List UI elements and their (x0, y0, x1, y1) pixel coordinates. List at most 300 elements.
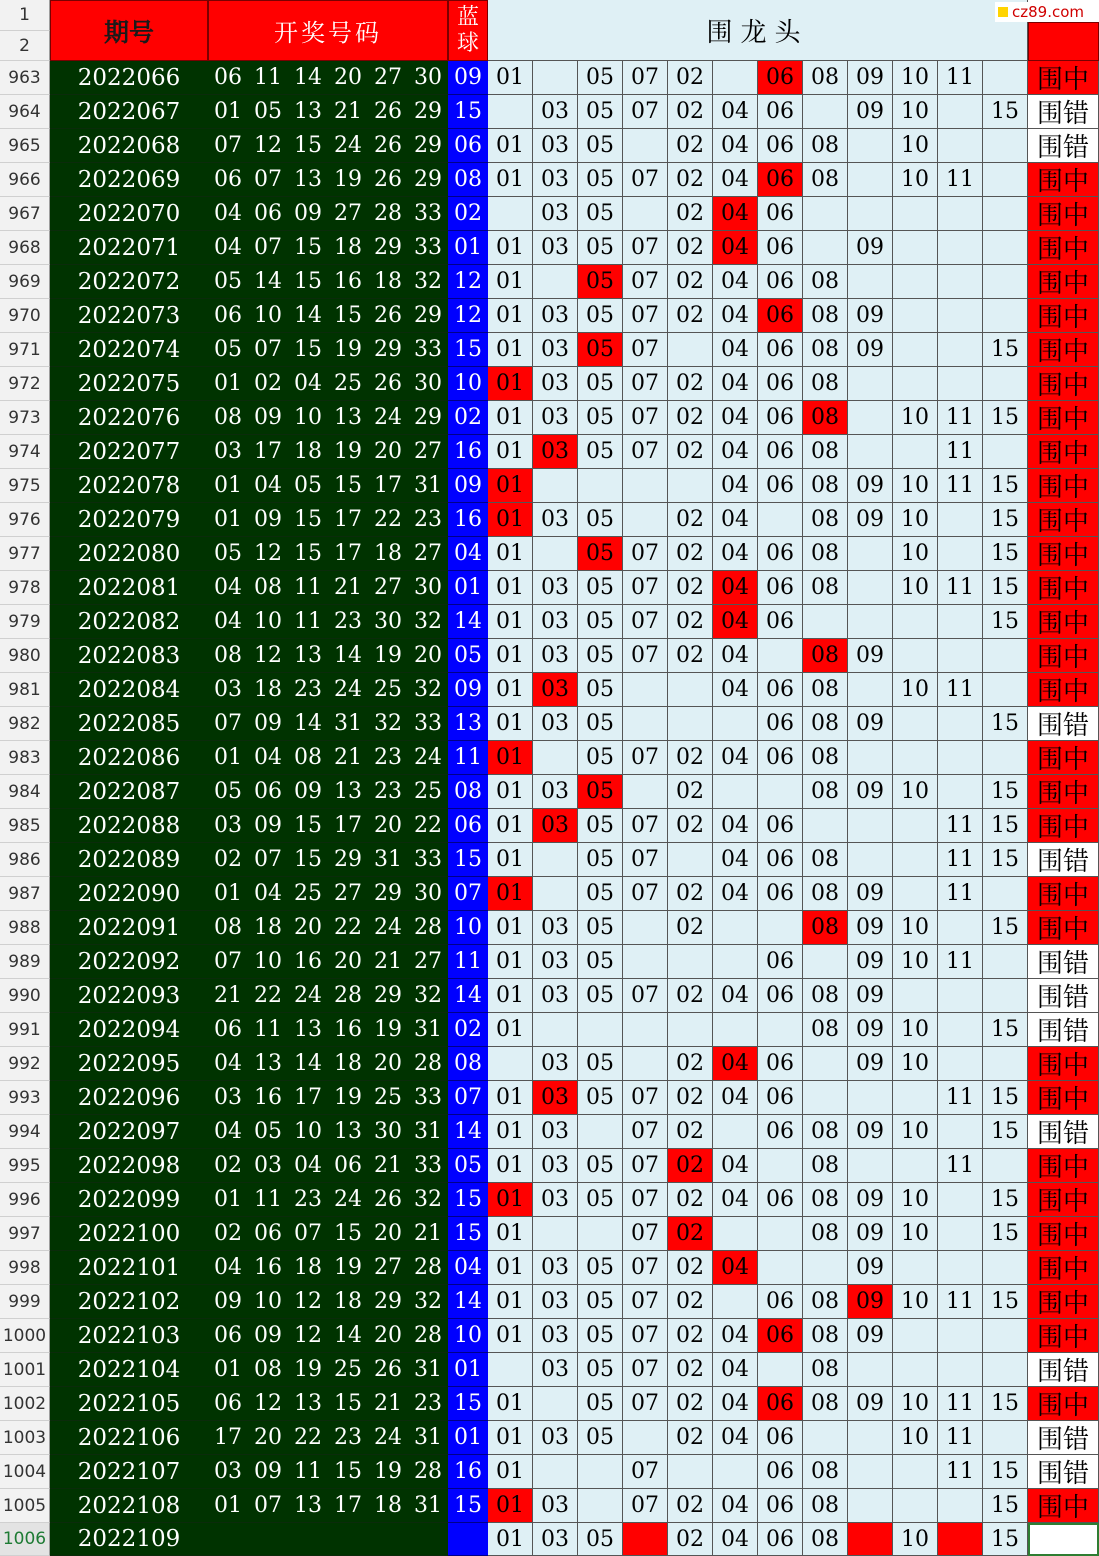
blue-ball-cell[interactable]: 04 (448, 537, 488, 571)
group-cell[interactable]: 09 (848, 231, 893, 265)
group-cell[interactable] (848, 571, 893, 605)
group-cell[interactable]: 04 (713, 333, 758, 367)
group-cell[interactable]: 01 (488, 435, 533, 469)
red-ball-cell[interactable]: 30 (368, 605, 408, 639)
group-cell[interactable]: 15 (983, 775, 1028, 809)
red-ball-cell[interactable]: 04 (208, 231, 248, 265)
red-ball-cell[interactable]: 27 (368, 571, 408, 605)
red-ball-cell[interactable]: 31 (368, 843, 408, 877)
red-ball-cell[interactable]: 32 (408, 673, 448, 707)
group-cell[interactable]: 06 (758, 945, 803, 979)
result-cell[interactable]: 围错 (1028, 1421, 1099, 1455)
group-cell[interactable]: 01 (488, 605, 533, 639)
blue-ball-cell[interactable]: 08 (448, 163, 488, 197)
row-number[interactable]: 989 (0, 945, 50, 979)
group-cell[interactable]: 01 (488, 231, 533, 265)
red-ball-cell[interactable]: 10 (248, 945, 288, 979)
group-cell[interactable] (623, 1421, 668, 1455)
red-ball-cell[interactable]: 11 (288, 605, 328, 639)
group-cell[interactable]: 07 (623, 435, 668, 469)
period-cell[interactable]: 2022077 (50, 435, 208, 469)
group-hit-cell[interactable]: 03 (533, 673, 578, 707)
group-cell[interactable]: 08 (803, 299, 848, 333)
red-ball-cell[interactable]: 30 (408, 367, 448, 401)
red-ball-cell[interactable]: 09 (248, 707, 288, 741)
group-cell[interactable] (623, 707, 668, 741)
red-ball-cell[interactable]: 31 (408, 1013, 448, 1047)
red-ball-cell[interactable]: 21 (328, 95, 368, 129)
group-hit-cell[interactable]: 05 (578, 537, 623, 571)
result-cell[interactable]: 围中 (1028, 911, 1099, 945)
group-cell[interactable]: 08 (803, 1183, 848, 1217)
result-cell[interactable]: 围中 (1028, 1217, 1099, 1251)
red-ball-cell[interactable]: 10 (248, 605, 288, 639)
group-cell[interactable]: 01 (488, 61, 533, 95)
red-ball-cell[interactable]: 14 (328, 1319, 368, 1353)
blue-ball-cell[interactable]: 11 (448, 945, 488, 979)
group-cell[interactable] (713, 775, 758, 809)
result-cell[interactable] (1028, 1523, 1099, 1556)
group-cell[interactable]: 15 (983, 809, 1028, 843)
red-ball-cell[interactable]: 01 (208, 95, 248, 129)
group-cell[interactable]: 08 (803, 1149, 848, 1183)
row-number[interactable]: 993 (0, 1081, 50, 1115)
group-cell[interactable]: 03 (533, 571, 578, 605)
group-cell[interactable]: 02 (668, 911, 713, 945)
red-ball-cell[interactable]: 17 (368, 469, 408, 503)
group-cell[interactable]: 09 (848, 299, 893, 333)
group-cell[interactable]: 03 (533, 1183, 578, 1217)
group-cell[interactable]: 03 (533, 1285, 578, 1319)
group-cell[interactable]: 02 (668, 571, 713, 605)
group-cell[interactable] (983, 197, 1028, 231)
group-cell[interactable] (938, 605, 983, 639)
red-ball-cell[interactable]: 04 (248, 469, 288, 503)
group-cell[interactable] (938, 95, 983, 129)
group-cell[interactable]: 09 (848, 911, 893, 945)
group-cell[interactable]: 03 (533, 1523, 578, 1556)
red-ball-cell[interactable]: 16 (328, 1013, 368, 1047)
group-cell[interactable]: 07 (623, 1455, 668, 1489)
red-ball-cell[interactable]: 32 (368, 707, 408, 741)
row-number[interactable]: 968 (0, 231, 50, 265)
group-cell[interactable]: 10 (893, 163, 938, 197)
group-cell[interactable] (983, 435, 1028, 469)
red-ball-cell[interactable]: 13 (288, 639, 328, 673)
group-cell[interactable]: 04 (713, 639, 758, 673)
group-hit-cell[interactable]: 04 (713, 1251, 758, 1285)
group-cell[interactable] (938, 129, 983, 163)
blue-ball-cell[interactable]: 01 (448, 571, 488, 605)
red-ball-cell[interactable]: 25 (288, 877, 328, 911)
group-cell[interactable] (713, 945, 758, 979)
group-cell[interactable] (983, 1251, 1028, 1285)
group-cell[interactable]: 07 (623, 1183, 668, 1217)
group-cell[interactable]: 01 (488, 775, 533, 809)
row-number[interactable]: 981 (0, 673, 50, 707)
group-cell[interactable]: 15 (983, 571, 1028, 605)
red-ball-cell[interactable]: 26 (368, 299, 408, 333)
group-cell[interactable]: 09 (848, 877, 893, 911)
red-ball-cell[interactable]: 32 (408, 265, 448, 299)
red-ball-cell[interactable]: 18 (288, 435, 328, 469)
red-ball-cell[interactable]: 19 (328, 163, 368, 197)
result-cell[interactable]: 围中 (1028, 1183, 1099, 1217)
group-cell[interactable] (938, 639, 983, 673)
group-cell[interactable]: 05 (578, 1319, 623, 1353)
group-cell[interactable]: 03 (533, 639, 578, 673)
group-cell[interactable]: 06 (758, 979, 803, 1013)
group-cell[interactable]: 07 (623, 1217, 668, 1251)
blue-ball-cell[interactable]: 15 (448, 333, 488, 367)
group-cell[interactable]: 09 (848, 707, 893, 741)
group-cell[interactable]: 01 (488, 1387, 533, 1421)
group-hit-cell[interactable] (848, 1523, 893, 1556)
group-cell[interactable]: 10 (893, 1421, 938, 1455)
group-cell[interactable]: 07 (623, 979, 668, 1013)
group-cell[interactable]: 01 (488, 129, 533, 163)
group-cell[interactable] (623, 469, 668, 503)
blue-ball-cell[interactable]: 02 (448, 401, 488, 435)
group-cell[interactable]: 08 (803, 1489, 848, 1523)
group-cell[interactable]: 05 (578, 979, 623, 1013)
red-ball-cell[interactable]: 09 (248, 809, 288, 843)
group-cell[interactable]: 01 (488, 571, 533, 605)
group-cell[interactable] (758, 1013, 803, 1047)
period-cell[interactable]: 2022072 (50, 265, 208, 299)
group-cell[interactable]: 15 (983, 1217, 1028, 1251)
row-number[interactable]: 1005 (0, 1489, 50, 1523)
red-ball-cell[interactable]: 04 (288, 1149, 328, 1183)
red-ball-cell[interactable]: 07 (248, 163, 288, 197)
group-cell[interactable] (938, 299, 983, 333)
group-cell[interactable] (893, 265, 938, 299)
red-ball-cell[interactable] (408, 1523, 448, 1556)
blue-ball-cell[interactable]: 15 (448, 1183, 488, 1217)
red-ball-cell[interactable]: 33 (408, 707, 448, 741)
group-cell[interactable] (983, 1421, 1028, 1455)
group-cell[interactable] (668, 1455, 713, 1489)
blue-ball-cell[interactable]: 16 (448, 503, 488, 537)
group-cell[interactable]: 06 (758, 843, 803, 877)
group-cell[interactable] (938, 1217, 983, 1251)
group-cell[interactable] (668, 1013, 713, 1047)
red-ball-cell[interactable]: 01 (208, 741, 248, 775)
red-ball-cell[interactable]: 20 (368, 1047, 408, 1081)
group-cell[interactable]: 05 (578, 1285, 623, 1319)
group-cell[interactable]: 05 (578, 61, 623, 95)
result-cell[interactable]: 围中 (1028, 1285, 1099, 1319)
group-cell[interactable]: 01 (488, 265, 533, 299)
red-ball-cell[interactable]: 12 (248, 1387, 288, 1421)
group-cell[interactable]: 06 (758, 367, 803, 401)
period-cell[interactable]: 2022101 (50, 1251, 208, 1285)
result-cell[interactable]: 围错 (1028, 1455, 1099, 1489)
result-cell[interactable]: 围中 (1028, 1251, 1099, 1285)
group-cell[interactable]: 05 (578, 367, 623, 401)
group-cell[interactable]: 06 (758, 1047, 803, 1081)
group-cell[interactable] (668, 843, 713, 877)
group-cell[interactable] (758, 503, 803, 537)
group-cell[interactable] (848, 809, 893, 843)
group-cell[interactable]: 10 (893, 945, 938, 979)
red-ball-cell[interactable]: 21 (328, 571, 368, 605)
group-cell[interactable]: 01 (488, 945, 533, 979)
group-cell[interactable]: 07 (623, 1149, 668, 1183)
group-cell[interactable]: 02 (668, 1251, 713, 1285)
row-number[interactable]: 1000 (0, 1319, 50, 1353)
group-cell[interactable]: 01 (488, 979, 533, 1013)
group-cell[interactable]: 08 (803, 1319, 848, 1353)
row-number[interactable]: 971 (0, 333, 50, 367)
red-ball-cell[interactable]: 29 (408, 401, 448, 435)
period-cell[interactable]: 2022092 (50, 945, 208, 979)
group-cell[interactable]: 02 (668, 1115, 713, 1149)
red-ball-cell[interactable]: 19 (368, 1455, 408, 1489)
red-ball-cell[interactable]: 25 (368, 673, 408, 707)
red-ball-cell[interactable]: 24 (368, 911, 408, 945)
blue-ball-cell[interactable]: 06 (448, 809, 488, 843)
row-number[interactable]: 998 (0, 1251, 50, 1285)
group-cell[interactable]: 07 (623, 231, 668, 265)
group-cell[interactable]: 15 (983, 843, 1028, 877)
group-cell[interactable] (983, 741, 1028, 775)
group-cell[interactable] (713, 707, 758, 741)
group-hit-cell[interactable] (623, 1523, 668, 1556)
group-cell[interactable]: 09 (848, 1013, 893, 1047)
group-cell[interactable] (488, 197, 533, 231)
row-number[interactable]: 977 (0, 537, 50, 571)
group-cell[interactable] (983, 129, 1028, 163)
group-cell[interactable] (848, 1081, 893, 1115)
blue-ball-cell[interactable]: 15 (448, 95, 488, 129)
red-ball-cell[interactable]: 19 (328, 1251, 368, 1285)
group-cell[interactable]: 08 (803, 1285, 848, 1319)
group-cell[interactable]: 01 (488, 1081, 533, 1115)
result-cell[interactable]: 围中 (1028, 571, 1099, 605)
group-cell[interactable] (848, 843, 893, 877)
group-cell[interactable]: 15 (983, 95, 1028, 129)
group-cell[interactable]: 01 (488, 1251, 533, 1285)
group-cell[interactable]: 01 (488, 333, 533, 367)
red-ball-cell[interactable]: 24 (328, 1183, 368, 1217)
group-cell[interactable]: 07 (623, 333, 668, 367)
red-ball-cell[interactable]: 06 (208, 299, 248, 333)
red-ball-cell[interactable]: 15 (328, 469, 368, 503)
blue-ball-cell[interactable]: 07 (448, 877, 488, 911)
group-cell[interactable]: 08 (803, 1217, 848, 1251)
group-cell[interactable]: 05 (578, 1387, 623, 1421)
blue-ball-cell[interactable]: 12 (448, 299, 488, 333)
red-ball-cell[interactable]: 28 (368, 197, 408, 231)
group-cell[interactable] (938, 537, 983, 571)
red-ball-cell[interactable]: 13 (288, 1013, 328, 1047)
blue-ball-cell[interactable]: 01 (448, 231, 488, 265)
red-ball-cell[interactable]: 20 (368, 1217, 408, 1251)
group-cell[interactable]: 08 (803, 1455, 848, 1489)
group-cell[interactable]: 05 (578, 605, 623, 639)
group-cell[interactable]: 05 (578, 843, 623, 877)
group-cell[interactable]: 15 (983, 1183, 1028, 1217)
result-cell[interactable]: 围中 (1028, 1047, 1099, 1081)
group-cell[interactable] (983, 61, 1028, 95)
group-cell[interactable]: 15 (983, 401, 1028, 435)
red-ball-cell[interactable]: 15 (288, 503, 328, 537)
group-cell[interactable]: 06 (758, 1421, 803, 1455)
group-cell[interactable]: 10 (893, 1013, 938, 1047)
group-cell[interactable]: 11 (938, 401, 983, 435)
group-cell[interactable]: 08 (803, 163, 848, 197)
group-hit-cell[interactable]: 04 (713, 197, 758, 231)
group-hit-cell[interactable]: 01 (488, 1489, 533, 1523)
result-cell[interactable]: 围错 (1028, 95, 1099, 129)
group-cell[interactable]: 03 (533, 979, 578, 1013)
group-cell[interactable]: 10 (893, 1285, 938, 1319)
group-hit-cell[interactable]: 08 (803, 639, 848, 673)
period-cell[interactable]: 2022080 (50, 537, 208, 571)
group-cell[interactable]: 10 (893, 503, 938, 537)
group-cell[interactable]: 04 (713, 1183, 758, 1217)
group-cell[interactable] (938, 1319, 983, 1353)
group-cell[interactable]: 05 (578, 163, 623, 197)
group-cell[interactable]: 02 (668, 639, 713, 673)
row-number[interactable]: 978 (0, 571, 50, 605)
group-cell[interactable]: 04 (713, 1319, 758, 1353)
red-ball-cell[interactable]: 30 (408, 61, 448, 95)
group-cell[interactable] (488, 1353, 533, 1387)
group-hit-cell[interactable]: 04 (713, 231, 758, 265)
blue-ball-cell[interactable]: 14 (448, 605, 488, 639)
row-number[interactable]: 974 (0, 435, 50, 469)
group-cell[interactable] (893, 367, 938, 401)
group-hit-cell[interactable]: 01 (488, 503, 533, 537)
row-number[interactable]: 1001 (0, 1353, 50, 1387)
row-number[interactable]: 964 (0, 95, 50, 129)
group-cell[interactable] (713, 1115, 758, 1149)
group-cell[interactable] (803, 605, 848, 639)
group-cell[interactable]: 06 (758, 571, 803, 605)
group-cell[interactable]: 09 (848, 1183, 893, 1217)
period-cell[interactable]: 2022067 (50, 95, 208, 129)
red-ball-cell[interactable]: 33 (408, 231, 448, 265)
group-cell[interactable]: 08 (803, 673, 848, 707)
red-ball-cell[interactable]: 11 (248, 61, 288, 95)
red-ball-cell[interactable] (288, 1523, 328, 1556)
group-cell[interactable]: 04 (713, 1489, 758, 1523)
group-cell[interactable]: 11 (938, 945, 983, 979)
group-cell[interactable] (983, 1353, 1028, 1387)
period-cell[interactable]: 2022095 (50, 1047, 208, 1081)
red-ball-cell[interactable]: 32 (408, 605, 448, 639)
red-ball-cell[interactable]: 20 (368, 1319, 408, 1353)
group-cell[interactable] (938, 741, 983, 775)
red-ball-cell[interactable]: 28 (408, 1455, 448, 1489)
blue-ball-cell[interactable]: 15 (448, 1387, 488, 1421)
red-ball-cell[interactable]: 29 (408, 163, 448, 197)
red-ball-cell[interactable]: 29 (408, 95, 448, 129)
group-cell[interactable] (983, 231, 1028, 265)
group-cell[interactable]: 09 (848, 95, 893, 129)
group-cell[interactable]: 07 (623, 1115, 668, 1149)
group-cell[interactable]: 02 (668, 1047, 713, 1081)
group-cell[interactable]: 01 (488, 911, 533, 945)
group-cell[interactable]: 11 (938, 469, 983, 503)
red-ball-cell[interactable]: 31 (408, 1115, 448, 1149)
group-cell[interactable]: 02 (668, 61, 713, 95)
group-cell[interactable] (893, 435, 938, 469)
group-cell[interactable] (938, 1489, 983, 1523)
group-cell[interactable] (938, 1115, 983, 1149)
group-cell[interactable]: 03 (533, 401, 578, 435)
red-ball-cell[interactable]: 15 (288, 231, 328, 265)
group-cell[interactable]: 02 (668, 163, 713, 197)
group-cell[interactable]: 09 (848, 1047, 893, 1081)
red-ball-cell[interactable]: 27 (328, 877, 368, 911)
result-cell[interactable]: 围中 (1028, 435, 1099, 469)
group-cell[interactable]: 03 (533, 1115, 578, 1149)
row-number[interactable]: 975 (0, 469, 50, 503)
group-cell[interactable] (983, 639, 1028, 673)
group-cell[interactable] (983, 945, 1028, 979)
group-cell[interactable] (893, 1353, 938, 1387)
group-cell[interactable]: 05 (578, 1421, 623, 1455)
group-cell[interactable] (938, 231, 983, 265)
red-ball-cell[interactable]: 23 (368, 741, 408, 775)
red-ball-cell[interactable]: 19 (368, 1013, 408, 1047)
red-ball-cell[interactable]: 13 (328, 775, 368, 809)
red-ball-cell[interactable]: 05 (208, 333, 248, 367)
row-number[interactable]: 986 (0, 843, 50, 877)
group-cell[interactable] (803, 1081, 848, 1115)
group-cell[interactable] (533, 61, 578, 95)
red-ball-cell[interactable]: 12 (248, 129, 288, 163)
red-ball-cell[interactable]: 02 (248, 367, 288, 401)
red-ball-cell[interactable]: 33 (408, 333, 448, 367)
red-ball-cell[interactable]: 20 (288, 911, 328, 945)
group-cell[interactable]: 02 (668, 877, 713, 911)
group-cell[interactable]: 11 (938, 163, 983, 197)
group-cell[interactable]: 05 (578, 877, 623, 911)
group-hit-cell[interactable]: 06 (758, 299, 803, 333)
group-cell[interactable]: 07 (623, 843, 668, 877)
group-cell[interactable]: 11 (938, 435, 983, 469)
red-ball-cell[interactable]: 29 (368, 231, 408, 265)
group-cell[interactable]: 05 (578, 503, 623, 537)
red-ball-cell[interactable]: 33 (408, 1149, 448, 1183)
group-cell[interactable]: 07 (623, 1387, 668, 1421)
red-ball-cell[interactable]: 15 (328, 1387, 368, 1421)
group-cell[interactable]: 06 (758, 469, 803, 503)
group-cell[interactable]: 04 (713, 979, 758, 1013)
red-ball-cell[interactable]: 21 (208, 979, 248, 1013)
red-ball-cell[interactable]: 30 (408, 571, 448, 605)
group-cell[interactable] (893, 707, 938, 741)
blue-ball-cell[interactable]: 09 (448, 61, 488, 95)
group-cell[interactable]: 07 (623, 605, 668, 639)
row-number[interactable]: 1002 (0, 1387, 50, 1421)
group-cell[interactable]: 05 (578, 1523, 623, 1556)
red-ball-cell[interactable]: 23 (288, 673, 328, 707)
group-cell[interactable]: 08 (803, 129, 848, 163)
red-ball-cell[interactable]: 24 (328, 129, 368, 163)
group-cell[interactable]: 07 (623, 163, 668, 197)
period-cell[interactable]: 2022102 (50, 1285, 208, 1319)
blue-ball-cell[interactable] (448, 1523, 488, 1556)
group-cell[interactable] (893, 1319, 938, 1353)
red-ball-cell[interactable]: 14 (328, 639, 368, 673)
group-cell[interactable]: 04 (713, 537, 758, 571)
red-ball-cell[interactable]: 08 (248, 1353, 288, 1387)
